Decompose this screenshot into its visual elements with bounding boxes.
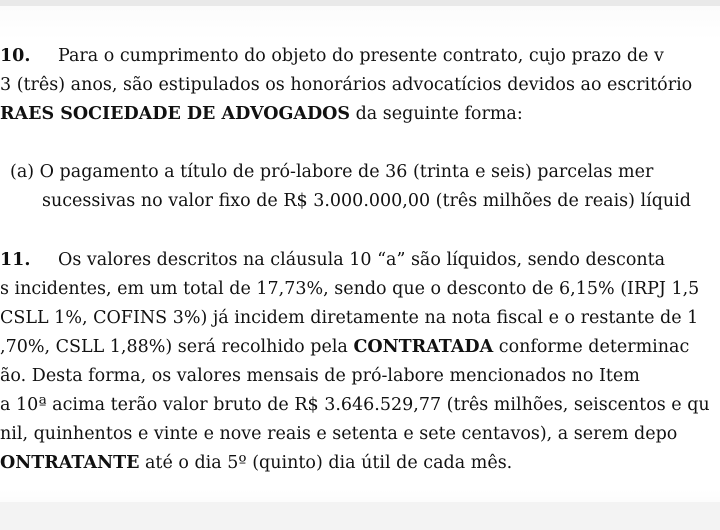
clause-11-line-5: ão. Desta forma, os valores mensais de pró-labore mencionados no Item — [0, 366, 640, 386]
clause-10-number: 10. — [0, 46, 31, 66]
item-a-line-2: sucessivas no valor fixo de R$ 3.000.000,00 (três milhões de reais) líquid — [42, 191, 692, 211]
clause-11-line-6: a 10ª acima terão valor bruto de R$ 3.646.529,77 (três milhões, seiscentos e qu — [0, 395, 710, 415]
clause-11-line-1: 11. Os valores descritos na cláusula 10 “a” são líquidos, sendo desconta — [0, 250, 666, 270]
clause-10-line-3: RAES SOCIEDADE DE ADVOGADOS da seguinte forma: — [0, 104, 523, 124]
clause-11-line-4: ,70%, CSLL 1,88%) será recolhido pela CONTRATADA conforme determinac — [0, 337, 690, 357]
scan-top-edge — [0, 0, 720, 6]
clause-11-number: 11. — [0, 250, 31, 270]
item-a-line-1: (a) O pagamento a título de pró-labore de 36 (trinta e seis) parcelas mer — [10, 162, 654, 182]
clause-11-line-3: CSLL 1%, COFINS 3%) já incidem diretamente na nota fiscal e o restante de 1 — [0, 308, 699, 328]
clause-11-line-8: ONTRATANTE até o dia 5º (quinto) dia útil de cada mês. — [0, 453, 513, 473]
scan-bottom-edge — [0, 502, 720, 530]
clause-11-line-2: s incidentes, em um total de 17,73%, sendo que o desconto de 6,15% (IRPJ 1,5 — [0, 279, 700, 299]
clause-10-line-2: 3 (três) anos, são estipulados os honorários advocatícios devidos ao escritório — [0, 75, 693, 95]
clause-10-line-1: 10. Para o cumprimento do objeto do presente contrato, cujo prazo de v — [0, 46, 664, 66]
clause-11-line-7: nil, quinhentos e vinte e nove reais e setenta e sete centavos), a serem depo — [0, 424, 678, 444]
contratante-label: ONTRATANTE — [0, 453, 140, 473]
contratada-label: CONTRATADA — [353, 337, 494, 357]
firm-name: RAES SOCIEDADE DE ADVOGADOS — [0, 104, 351, 124]
